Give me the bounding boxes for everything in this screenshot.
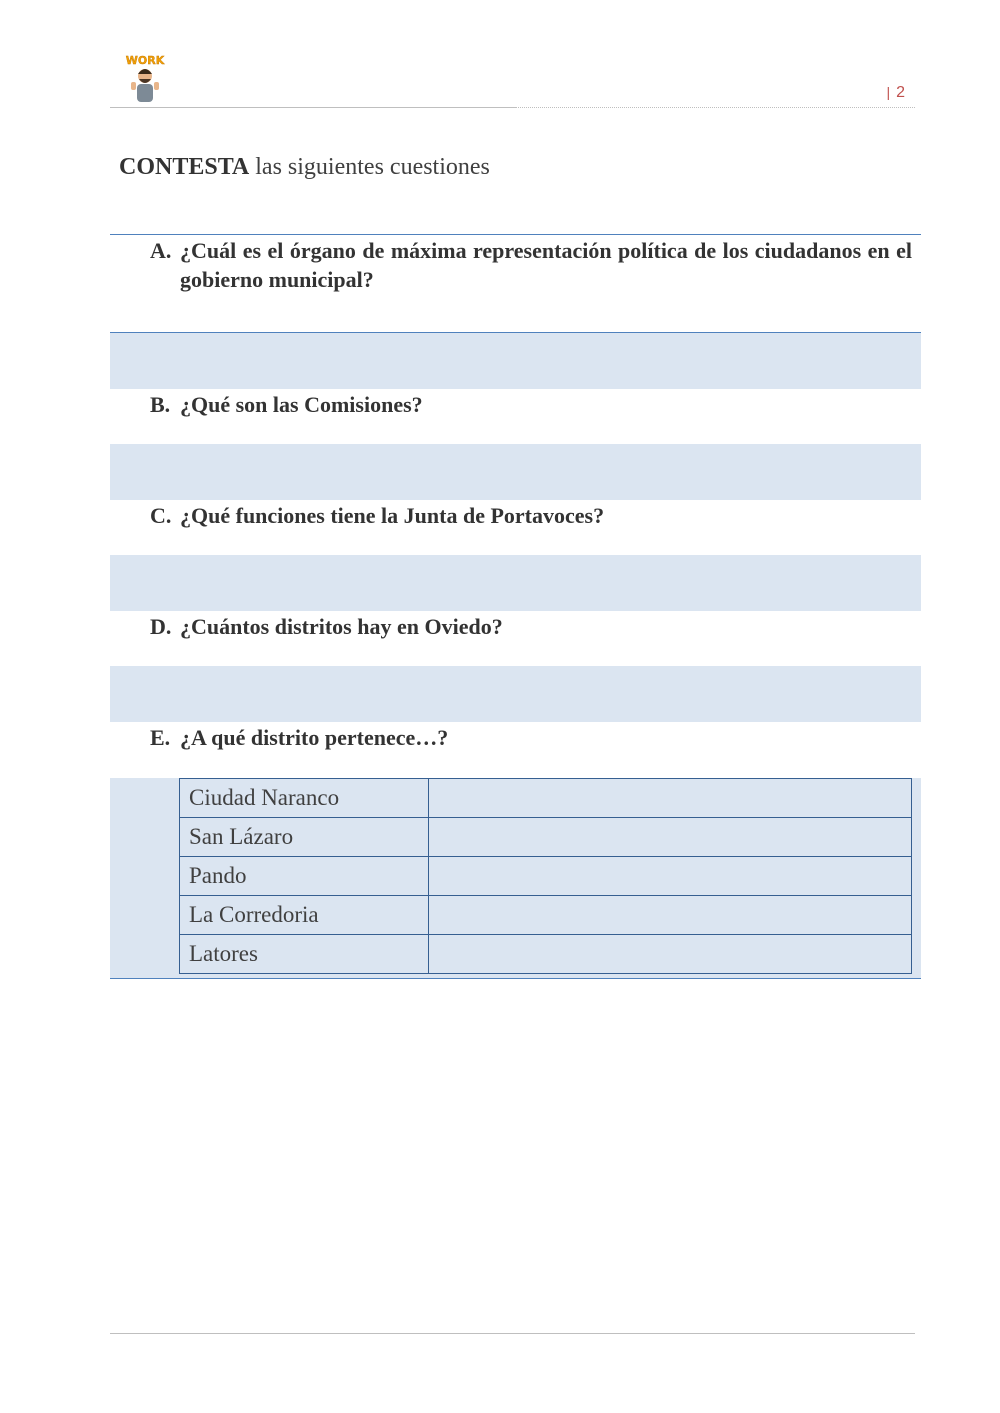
question-b: B. ¿Qué son las Comisiones?: [150, 392, 423, 417]
question-a: A. ¿Cuál es el órgano de máxima representación política de los ciudadanos en el gobierno municipal?: [150, 238, 912, 292]
answer-field-a[interactable]: [110, 332, 921, 389]
district-answer-cell[interactable]: [428, 857, 911, 896]
footer-rule: [110, 1333, 915, 1334]
district-name: Pando: [180, 857, 429, 896]
district-name: Latores: [180, 935, 429, 974]
work-logo: [120, 52, 170, 106]
section-top-rule: [110, 234, 921, 235]
answer-field-d[interactable]: [110, 666, 921, 722]
header-rule: [110, 107, 515, 108]
question-c: C. ¿Qué funciones tiene la Junta de Portavoces?: [150, 503, 605, 528]
answer-field-b[interactable]: [110, 444, 921, 500]
district-table: [179, 778, 912, 974]
table-row: [180, 818, 912, 857]
svg-text:WORK: WORK: [125, 54, 165, 67]
table-row: [180, 935, 912, 974]
header-rule-dotted: [515, 107, 915, 108]
page-number: | 2: [886, 84, 905, 101]
instruction-heading: CONTESTA las siguientes cuestiones: [119, 154, 490, 180]
district-answer-cell[interactable]: [428, 779, 911, 818]
district-name: San Lázaro: [180, 818, 429, 857]
table-row: [180, 779, 912, 818]
question-e: E. ¿A qué distrito pertenece…?: [150, 725, 449, 750]
district-answer-cell[interactable]: [428, 896, 911, 935]
district-name: Ciudad Naranco: [180, 779, 429, 818]
table-row: [180, 857, 912, 896]
district-name: La Corredoria: [180, 896, 429, 935]
answer-field-c[interactable]: [110, 555, 921, 611]
table-row: [180, 896, 912, 935]
district-answer-cell[interactable]: [428, 935, 911, 974]
question-d: D. ¿Cuántos distritos hay en Oviedo?: [150, 614, 503, 639]
district-answer-cell[interactable]: [428, 818, 911, 857]
